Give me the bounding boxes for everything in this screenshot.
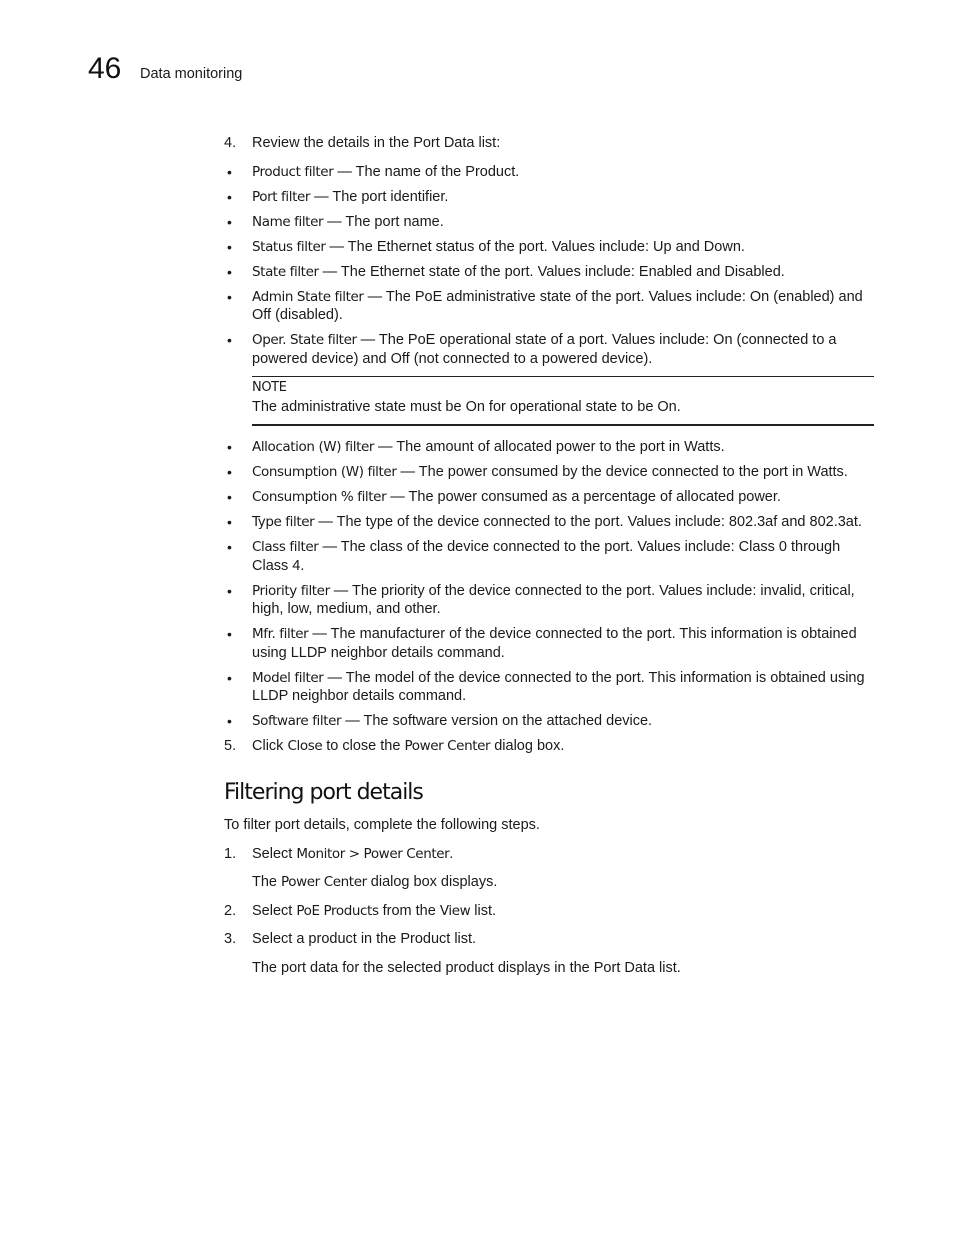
step-number: 5.	[224, 738, 237, 754]
filter-description: — The power consumed by the device connected to the port in Watts.	[396, 464, 848, 480]
bullet-icon: •	[227, 213, 232, 230]
filter-item	[224, 331, 874, 368]
bullet-icon: •	[227, 626, 232, 642]
filter-description: — The priority of the device connected to the port. Values include: invalid, critical, high, low, medium, and other.	[252, 582, 855, 617]
filter-term: Model filter	[252, 669, 324, 686]
filter-term: Product filter	[252, 163, 334, 180]
step-number: 1.	[224, 845, 237, 862]
filter-description: — The model of the device connected to the port. This information is obtained using LLDP neighbor details command.	[252, 669, 865, 704]
filter-description: — The port name.	[323, 213, 444, 230]
note-box	[252, 376, 874, 426]
filter-description: — The type of the device connected to the port. Values include: 802.3af and 802.3at.	[314, 514, 862, 530]
step-number: 3.	[224, 931, 237, 947]
ui-term: Power Center	[281, 874, 367, 890]
step-text: Select a product in the Product list.	[252, 931, 477, 947]
step-text-part: list.	[470, 902, 497, 919]
ui-term: View	[439, 902, 471, 919]
filter-description: — The Ethernet status of the port. Values include: Up and Down.	[325, 238, 745, 255]
filter-term: Mfr. filter	[252, 626, 309, 642]
filter-term: Software filter	[252, 713, 342, 729]
filter-description: — The name of the Product.	[333, 163, 520, 180]
bullet-icon: •	[227, 288, 232, 305]
filter-item	[224, 513, 874, 532]
filter-item	[224, 538, 874, 575]
step-text: Review the details in the Port Data list:	[252, 135, 501, 151]
step-text-part: Select	[252, 902, 297, 919]
step-number: 4.	[224, 135, 237, 151]
step-text-part: The	[252, 874, 282, 890]
note-text: The administrative state must be On for operational state to be On.	[252, 398, 681, 415]
bullet-icon: •	[227, 188, 232, 205]
step-text-part: .	[449, 845, 454, 862]
bullet-icon: •	[227, 238, 232, 255]
section-step-1	[224, 845, 874, 864]
bullet-icon: •	[227, 582, 232, 599]
filter-term: Priority filter	[252, 582, 330, 599]
filter-description: — The software version on the attached device.	[341, 713, 653, 729]
bullet-icon: •	[227, 263, 232, 280]
step-1-result	[224, 873, 874, 892]
step-3-result: The port data for the selected product displays in the Port Data list.	[252, 959, 681, 976]
filter-description: — The Ethernet state of the port. Values include: Enabled and Disabled.	[318, 263, 785, 280]
step-text-part: from the	[378, 902, 440, 919]
filter-term: Consumption % filter	[252, 489, 387, 505]
ui-term: PoE Products	[296, 902, 379, 919]
filter-description: — The PoE operational state of a port. Values include: On (connected to a powered device) and Off (not connected to a powered device).	[252, 332, 837, 367]
step-5	[224, 737, 874, 756]
step-text-part: dialog box.	[490, 738, 565, 754]
step-4	[224, 134, 874, 153]
bullet-icon: •	[227, 669, 232, 686]
filter-term: Admin State filter	[252, 288, 364, 305]
filter-item	[224, 238, 874, 257]
document-body	[224, 134, 874, 987]
filter-item	[224, 488, 874, 507]
filter-description: — The class of the device connected to the port. Values include: Class 0 through Class 4.	[252, 539, 841, 574]
filter-term: Consumption (W) filter	[252, 464, 397, 480]
section-step-2	[224, 902, 874, 921]
chapter-title: Data monitoring	[140, 66, 243, 82]
bullet-icon: •	[227, 514, 232, 530]
filter-description: — The port identifier.	[310, 188, 449, 205]
ui-term: Power Center	[404, 738, 491, 754]
filter-term: Oper. State filter	[252, 332, 357, 348]
section-step-3	[224, 930, 874, 949]
note-label: NOTE	[252, 380, 287, 395]
filter-term: Allocation (W) filter	[252, 439, 375, 455]
filter-list-a	[224, 163, 874, 369]
step-text-part: Select	[252, 845, 297, 862]
filter-item	[224, 625, 874, 662]
bullet-icon: •	[227, 713, 232, 729]
filter-term: Name filter	[252, 213, 324, 230]
bullet-icon: •	[227, 539, 232, 555]
filter-description: — The power consumed as a percentage of allocated power.	[386, 489, 781, 505]
filter-item	[224, 438, 874, 457]
filter-item	[224, 188, 874, 207]
filter-item	[224, 163, 874, 182]
bullet-icon: •	[227, 464, 232, 480]
filter-description: — The PoE administrative state of the port. Values include: On (enabled) and Off (disabled).	[252, 288, 863, 323]
filter-description: — The manufacturer of the device connected to the port. This information is obtained using LLDP neighbor details command.	[252, 626, 857, 661]
filter-item	[224, 213, 874, 232]
step-text-part: dialog box displays.	[366, 874, 498, 890]
step-number: 2.	[224, 902, 237, 919]
filter-item	[224, 669, 874, 706]
filter-item	[224, 463, 874, 482]
step-text-part: Click	[252, 738, 288, 754]
bullet-icon: •	[227, 332, 232, 348]
section-heading: Filtering port details	[224, 779, 423, 805]
step-text-part: to close the	[322, 738, 405, 754]
filter-item	[224, 582, 874, 619]
section-intro: To filter port details, complete the following steps.	[224, 817, 540, 833]
bullet-icon: •	[227, 439, 232, 455]
chapter-number: 46	[88, 52, 122, 85]
filter-description: — The amount of allocated power to the port in Watts.	[374, 439, 725, 455]
filter-list-b	[224, 438, 874, 731]
filter-term: State filter	[252, 263, 319, 280]
bullet-icon: •	[227, 489, 232, 505]
filter-item	[224, 712, 874, 731]
ui-term: Monitor > Power Center	[296, 845, 450, 862]
bullet-icon: •	[227, 163, 232, 180]
filter-term: Class filter	[252, 539, 319, 555]
filter-term: Status filter	[252, 238, 326, 255]
ui-term: Close	[287, 738, 323, 754]
filter-term: Port filter	[252, 188, 311, 205]
filter-item	[224, 263, 874, 282]
filter-term: Type filter	[252, 514, 315, 530]
filter-item	[224, 288, 874, 325]
